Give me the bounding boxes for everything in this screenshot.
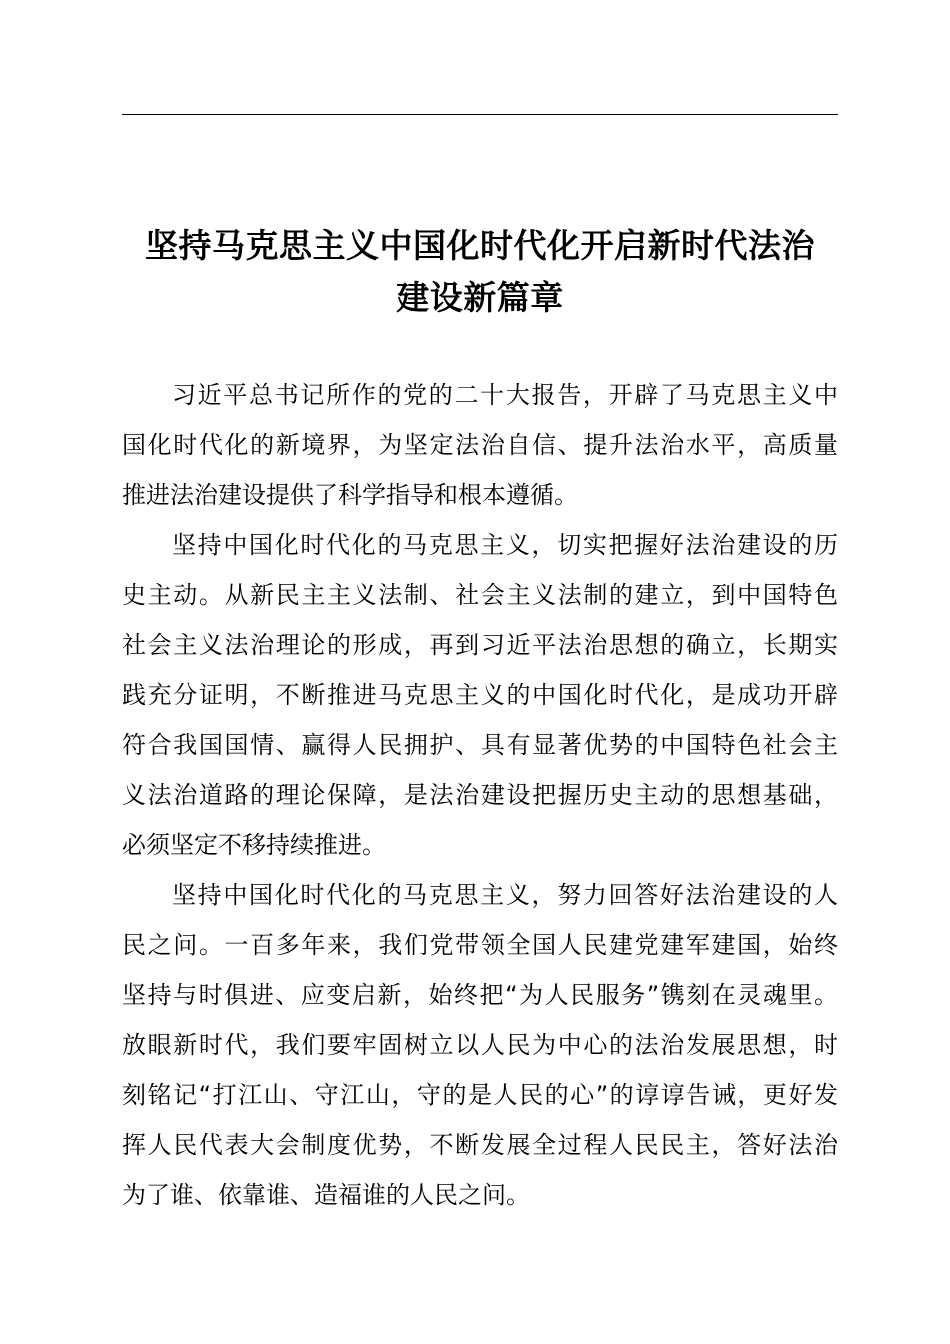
paragraph-line: 挥人民代表大会制度优势，不断发展全过程人民民主，答好法治 (122, 1131, 838, 1159)
paragraph-line: 践充分证明，不断推进马克思主义的中国化时代化，是成功开辟 (122, 681, 838, 709)
title-line-2: 建设新篇章 (396, 278, 564, 317)
paragraph-line: 义法治道路的理论保障，是法治建设把握历史主动的思想基础， (122, 781, 838, 809)
paragraph-line: 为了谁、依靠谁、造福谁的人民之问。 (122, 1181, 530, 1209)
paragraph-line: 民之问。一百多年来，我们党带领全国人民建党建军建国，始终 (122, 931, 838, 959)
paragraph-2 (122, 520, 838, 870)
document-title (100, 220, 860, 324)
paragraph-3 (122, 870, 838, 1220)
title-line-1: 坚持马克思主义中国化时代化开启新时代法治 (145, 226, 815, 265)
paragraph-line: 国化时代化的新境界，为坚定法治自信、提升法治水平，高质量 (122, 431, 838, 459)
paragraph-line: 社会主义法治理论的形成，再到习近平法治思想的确立，长期实 (122, 631, 838, 659)
paragraph-line: 刻铭记“打江山、守江山，守的是人民的心”的谆谆告诫，更好发 (122, 1081, 838, 1109)
paragraph-line: 必须坚定不移持续推进。 (122, 831, 386, 859)
paragraph-line: 习近平总书记所作的党的二十大报告，开辟了马克思主义中 (172, 381, 838, 409)
document-body (122, 370, 838, 1220)
paragraph-line: 推进法治建设提供了科学指导和根本遵循。 (122, 481, 578, 509)
paragraph-line: 坚持与时俱进、应变启新，始终把“为人民服务”镌刻在灵魂里。 (122, 981, 838, 1009)
paragraph-line: 坚持中国化时代化的马克思主义，努力回答好法治建设的人 (172, 881, 838, 909)
paragraph-line: 符合我国国情、赢得人民拥护、具有显著优势的中国特色社会主 (122, 731, 838, 759)
paragraph-line: 坚持中国化时代化的马克思主义，切实把握好法治建设的历 (172, 531, 838, 559)
paragraph-line: 史主动。从新民主主义法制、社会主义法制的建立，到中国特色 (122, 581, 838, 609)
header-rule (122, 114, 838, 115)
paragraph-1 (122, 370, 838, 520)
paragraph-line: 放眼新时代，我们要牢固树立以人民为中心的法治发展思想，时 (122, 1031, 838, 1059)
